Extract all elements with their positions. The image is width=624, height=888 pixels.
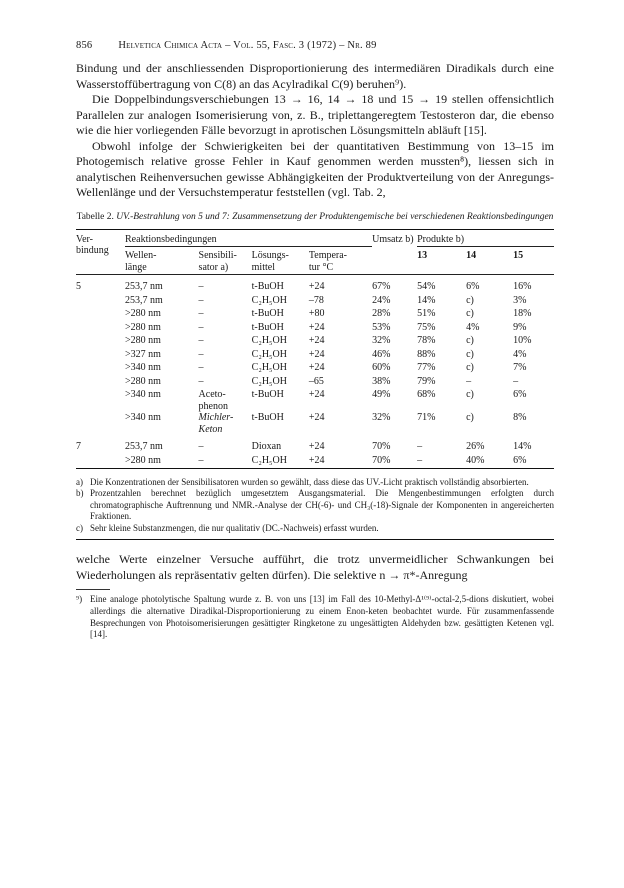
cell-compound	[76, 455, 125, 469]
cell-product-15: 14%	[513, 441, 532, 452]
cell-compound	[76, 389, 125, 412]
header-reaktionsbedingungen: Reaktionsbedingungen	[125, 234, 372, 247]
cell-wavelength: >280 nm	[125, 335, 161, 346]
cell-solvent: t-BuOH	[251, 321, 284, 333]
cell-solvent: t-BuOH	[251, 412, 284, 423]
cell-conversion: 60%	[372, 362, 391, 373]
table-row	[76, 362, 554, 376]
cell-product-13: 71%	[417, 412, 436, 423]
cell-conversion: 46%	[372, 348, 391, 360]
cell-wavelength: 253,7 nm	[125, 294, 163, 306]
cell-conversion: 32%	[372, 412, 391, 423]
cell-product-13: 77%	[417, 362, 436, 373]
page-footnote-mark: ⁹)	[76, 594, 83, 604]
cell-sensitizer: –	[198, 375, 204, 387]
cell-temperature: +24	[308, 412, 325, 423]
table-row	[76, 322, 554, 336]
cell-compound	[76, 376, 125, 390]
cell-product-14: 26%	[466, 441, 485, 452]
results-table	[76, 229, 554, 471]
cell-temperature: +24	[308, 348, 325, 360]
cell-solvent: Dioxan	[251, 441, 282, 452]
cell-conversion: 70%	[372, 441, 391, 452]
cell-product-15: 16%	[513, 281, 532, 292]
table-row	[76, 441, 554, 455]
cell-product-14: c)	[466, 389, 474, 400]
cell-compound	[76, 308, 125, 322]
table-row	[76, 349, 554, 363]
cell-sensitizer: –	[198, 441, 204, 452]
cell-sensitizer: –	[198, 335, 204, 346]
cell-compound	[76, 362, 125, 376]
cell-conversion: 49%	[372, 389, 391, 400]
header-verbindung: Ver- bindung	[76, 233, 109, 256]
cell-product-14: c)	[466, 335, 474, 346]
table-bottom-rule	[76, 468, 554, 471]
cell-sensitizer: Michler- Keton	[198, 412, 234, 435]
table-footnote	[76, 523, 554, 535]
cell-sensitizer: –	[198, 308, 204, 319]
paragraph-1: Bindung und der anschliessenden Disproportionierung des intermediären Diradikals durch eine Wasserstoffübertragung von C(8) an das Acylradikal C(9) beruhen⁹).	[76, 61, 554, 91]
cell-solvent: C₂H₅OH	[251, 375, 287, 387]
cell-conversion: 24%	[372, 294, 391, 306]
cell-solvent: C₂H₅OH	[251, 454, 287, 466]
table-row	[76, 308, 554, 322]
header-umsatz: Umsatz b)	[372, 233, 414, 245]
cell-solvent: C₂H₅OH	[251, 362, 287, 373]
header-sensibilisator: Sensibili- sator a)	[198, 250, 237, 273]
page-footnote-rule	[76, 589, 110, 590]
header-product-15: 15	[513, 250, 524, 261]
cell-sensitizer: –	[198, 362, 204, 373]
cell-product-14: c)	[466, 294, 474, 306]
cell-solvent: C₂H₅OH	[251, 294, 287, 306]
cell-product-15: 9%	[513, 321, 527, 333]
cell-product-15: –	[513, 375, 519, 387]
paragraph-3: Obwohl infolge der Schwierigkeiten bei der quantitativen Bestimmung von 13–15 im Photogemisch relative grosse Fehler in Kauf genommen werden mussten⁸), liessen sich in analytischen Reihenversuchen gewisse Abhängigkeiten der Produktverteilung von der Anregungs-Wellenlänge und der Versuchstemperatur feststellen (vgl. Tab. 2,	[76, 138, 554, 199]
journal-title: Helvetica Chimica Acta – Vol. 55, Fasc. 3 (1972) – Nr. 89	[118, 40, 377, 51]
paragraph-after-table: welche Werte einzelner Versuche aufführt, die trotz unvermeidlicher Schwankungen bei Wiederholungen als repräsentativ gelten dürfen). Die selektive n → π*-Anregung	[76, 552, 554, 582]
table-footnote-text: Die Konzentrationen der Sensibilisatoren wurden so gewählt, dass diese das UV.-Licht praktisch vollständig absorbierten.	[90, 476, 529, 487]
cell-product-14: c)	[466, 308, 474, 319]
cell-conversion: 38%	[372, 375, 391, 387]
cell-temperature: +24	[308, 362, 325, 373]
cell-product-15: 4%	[513, 348, 527, 360]
table-footnote-mark: b)	[76, 488, 84, 498]
cell-temperature: +24	[308, 454, 325, 466]
header-temperatur: Tempera- tur °C	[308, 250, 348, 273]
cell-sensitizer: Aceto- phenon	[198, 389, 228, 412]
cell-temperature: +24	[308, 281, 325, 292]
cell-wavelength: >340 nm	[125, 362, 161, 373]
cell-sensitizer: –	[198, 321, 204, 333]
document-page	[76, 40, 554, 641]
cell-temperature: –65	[308, 375, 324, 387]
cell-wavelength: >280 nm	[125, 454, 161, 466]
cell-compound: 5	[76, 281, 81, 292]
cell-conversion: 67%	[372, 281, 391, 292]
header-produkte: Produkte b)	[417, 234, 554, 247]
cell-sensitizer: –	[198, 348, 204, 360]
cell-product-13: 54%	[417, 281, 436, 292]
cell-product-14: –	[466, 375, 472, 387]
cell-product-15: 8%	[513, 412, 527, 423]
cell-compound	[76, 335, 125, 349]
cell-temperature: +24	[308, 335, 325, 346]
cell-solvent: t-BuOH	[251, 389, 284, 400]
table-footnote-text: Prozentzahlen berechnet bezüglich umgesetztem Ausgangsmaterial. Die Mengenbestimmungen erfolgten durch chromatographische Auftrennung und NMR.-Analyse der CH(-6)- und CH₃(-18)-Signale der Komponenten in angereicherten Fraktionen.	[90, 488, 554, 521]
cell-sensitizer: –	[198, 294, 204, 306]
cell-product-13: –	[417, 441, 423, 452]
header-wellenlaenge: Wellen- länge	[125, 250, 157, 273]
header-product-14: 14	[466, 250, 477, 261]
cell-wavelength: >340 nm	[125, 412, 161, 423]
table-caption-title: UV.-Bestrahlung von 5 und 7: Zusammensetzung der Produktengemische bei verschiedenen Reaktionsbedingungen	[116, 211, 554, 222]
table-caption-label: Tabelle 2.	[76, 211, 114, 222]
table-footnote-mark: c)	[76, 522, 83, 533]
table-row	[76, 455, 554, 469]
cell-conversion: 28%	[372, 308, 391, 319]
footnotes-bottom-rule	[76, 539, 554, 540]
cell-compound: 7	[76, 441, 81, 452]
header-product-13: 13	[417, 250, 428, 261]
cell-product-15: 3%	[513, 294, 527, 306]
table-caption	[76, 211, 554, 223]
cell-compound	[76, 349, 125, 363]
cell-sensitizer: –	[198, 454, 204, 466]
cell-product-15: 10%	[513, 335, 532, 346]
cell-product-14: 4%	[466, 321, 480, 333]
cell-product-13: 75%	[417, 321, 436, 333]
cell-product-14: c)	[466, 362, 474, 373]
cell-wavelength: >280 nm	[125, 308, 161, 319]
cell-wavelength: >340 nm	[125, 389, 161, 400]
cell-temperature: +24	[308, 389, 325, 400]
cell-product-13: 78%	[417, 335, 436, 346]
table-body	[76, 281, 554, 468]
cell-product-14: 40%	[466, 454, 485, 466]
cell-conversion: 70%	[372, 454, 391, 466]
table-footnote	[76, 488, 554, 523]
header-loesungsmittel: Lösungs- mittel	[251, 250, 289, 273]
cell-wavelength: >327 nm	[125, 348, 161, 360]
cell-compound	[76, 322, 125, 336]
cell-product-15: 6%	[513, 454, 527, 466]
cell-temperature: –78	[308, 294, 324, 306]
table-row	[76, 389, 554, 412]
cell-product-15: 7%	[513, 362, 527, 373]
cell-product-14: c)	[466, 348, 474, 360]
cell-sensitizer: –	[198, 281, 204, 292]
cell-conversion: 53%	[372, 321, 391, 333]
cell-product-14: c)	[466, 412, 474, 423]
cell-compound	[76, 295, 125, 309]
cell-product-13: 79%	[417, 375, 436, 387]
cell-wavelength: 253,7 nm	[125, 281, 163, 292]
cell-wavelength: >280 nm	[125, 321, 161, 333]
table-footnote	[76, 477, 554, 489]
cell-product-13: 88%	[417, 348, 436, 360]
cell-product-15: 6%	[513, 389, 527, 400]
cell-product-13: 51%	[417, 308, 436, 319]
table-row	[76, 335, 554, 349]
cell-conversion: 32%	[372, 335, 391, 346]
cell-solvent: t-BuOH	[251, 281, 284, 292]
cell-temperature: +24	[308, 321, 325, 333]
cell-product-13: 68%	[417, 389, 436, 400]
running-head	[76, 40, 554, 51]
cell-compound	[76, 412, 125, 435]
cell-product-13: –	[417, 454, 423, 466]
table-row	[76, 281, 554, 295]
cell-solvent: C₂H₅OH	[251, 335, 287, 346]
cell-wavelength: 253,7 nm	[125, 441, 163, 452]
cell-wavelength: >280 nm	[125, 375, 161, 387]
cell-solvent: t-BuOH	[251, 308, 284, 319]
cell-temperature: +24	[308, 441, 325, 452]
cell-temperature: +80	[308, 308, 325, 319]
table-footnote-text: Sehr kleine Substanzmengen, die nur qualitativ (DC.-Nachweis) erfasst wurden.	[90, 522, 379, 533]
table-footnotes	[76, 477, 554, 535]
page-number: 856	[76, 40, 93, 51]
cell-product-13: 14%	[417, 294, 436, 306]
table-footnote-mark: a)	[76, 476, 83, 487]
table-row	[76, 376, 554, 390]
table-row	[76, 412, 554, 435]
cell-product-14: 6%	[466, 281, 480, 292]
paragraph-2: Die Doppelbindungsverschiebungen 13 → 16, 14 → 18 und 15 → 19 stellen offensichtlich Parallelen zur analogen Isomerisierung von, z. B., triplettangeregtem Testosteron dar, die ebenso wie die hier vorliegenden Fälle bevorzugt in aprotischen Lösungsmitteln abläuft [15].	[76, 92, 554, 137]
table-row	[76, 295, 554, 309]
cell-product-15: 18%	[513, 308, 532, 319]
page-footnote	[76, 594, 554, 641]
cell-solvent: C₂H₅OH	[251, 348, 287, 360]
page-footnote-text: Eine analoge photolytische Spaltung wurde z. B. von uns [13] im Fall des 10-Methyl-Δ¹⁽⁹⁾-octal-2,5-dions diskutiert, wobei allerdings die alternative Diradikal-Disproportionierung zu einem Enon-keten beobachtet wurde. Für zusammenfassende Besprechungen von Photoisomerisierungen gesättigter Ringketone zu ungesättigten Aldehyden bzw. gesättigten Ketenen vgl. [14].	[90, 594, 554, 640]
